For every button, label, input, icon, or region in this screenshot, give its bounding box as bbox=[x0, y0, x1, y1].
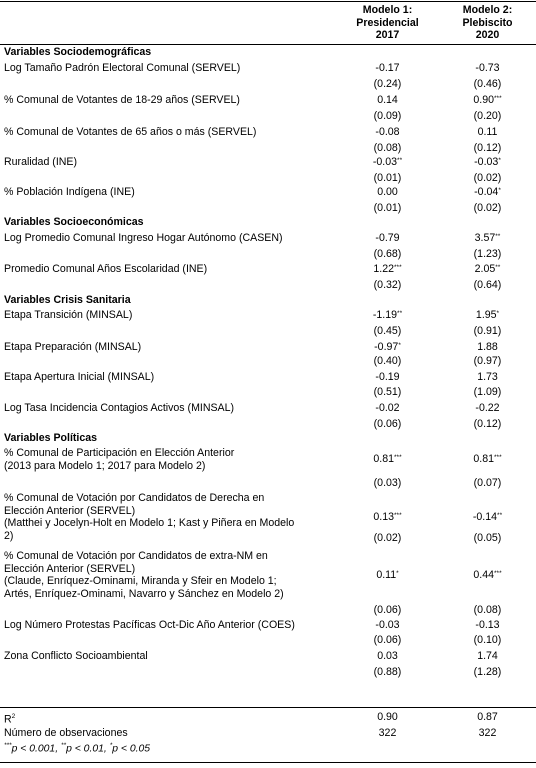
significance-footnote: ***p < 0.001, **p < 0.01, *p < 0.05 bbox=[4, 742, 151, 755]
variable-label: Log Tasa Incidencia Contagios Activos (MINSAL) bbox=[4, 402, 235, 414]
cell-value: 0.11 bbox=[376, 569, 397, 581]
cell-value: (0.09) bbox=[373, 110, 402, 122]
standard-error-model-1 bbox=[340, 634, 435, 647]
standard-error-model-2 bbox=[440, 325, 535, 338]
coefficient-model-2 bbox=[440, 186, 535, 199]
significance-stars: * bbox=[398, 342, 401, 349]
standard-error-model-1 bbox=[340, 477, 435, 490]
coefficient-model-2 bbox=[440, 341, 535, 354]
coefficient-model-1 bbox=[340, 402, 435, 415]
top-rule bbox=[0, 1, 536, 2]
coefficient-model-2 bbox=[440, 126, 535, 139]
column-header-model-1-line3: 2017 bbox=[375, 29, 400, 41]
coefficient-model-1 bbox=[340, 126, 435, 139]
coefficient-model-1 bbox=[340, 619, 435, 632]
coefficient-model-2 bbox=[440, 619, 535, 632]
significance-stars: * bbox=[396, 570, 399, 577]
coefficient-model-2 bbox=[440, 650, 535, 663]
bottom-rule bbox=[0, 762, 536, 763]
cell-value: 3.57 bbox=[474, 232, 496, 244]
cell-value: 1.95 bbox=[475, 309, 497, 321]
standard-error-model-2 bbox=[440, 532, 535, 545]
cell-value: 0.44 bbox=[473, 569, 495, 581]
cell-value: (0.02) bbox=[373, 532, 402, 544]
coefficient-model-2 bbox=[440, 94, 535, 107]
cell-value: (0.03) bbox=[373, 477, 402, 489]
coefficient-model-2 bbox=[440, 156, 535, 169]
cell-value: -0.02 bbox=[375, 402, 400, 414]
significance-stars: *** bbox=[494, 570, 502, 577]
standard-error-model-2 bbox=[440, 477, 535, 490]
variable-label: Promedio Comunal Años Escolaridad (INE) bbox=[4, 263, 208, 275]
cell-value: 2.05 bbox=[474, 263, 496, 275]
cell-value: 0.14 bbox=[377, 94, 398, 106]
standard-error-model-2 bbox=[440, 202, 535, 215]
cell-value: -0.19 bbox=[375, 371, 400, 383]
cell-value: -0.13 bbox=[475, 619, 500, 631]
cell-value: 0.90 bbox=[473, 94, 495, 106]
cell-value: (0.01) bbox=[373, 172, 402, 184]
stat-label: $R^2$ bbox=[4, 713, 16, 726]
cell-value: (0.02) bbox=[473, 172, 502, 184]
cell-value: 0.03 bbox=[377, 650, 398, 662]
variable-label: % Comunal de Votación por Candidatos de Derecha en Elección Anterior (SERVEL) (Matthei y Jocelyn-Holt en Modelo 1; Kast y Piñera en Modelo 2) bbox=[4, 492, 295, 542]
section-heading: Variables Políticas bbox=[4, 432, 98, 444]
variable-label: Log Tamaño Padrón Electoral Comunal (SERVEL) bbox=[4, 62, 241, 74]
standard-error-model-2 bbox=[440, 666, 535, 679]
significance-stars: *** bbox=[394, 264, 402, 271]
standard-error-model-2 bbox=[440, 172, 535, 185]
cell-value: (0.46) bbox=[473, 78, 502, 90]
column-header-model-2-line2: Plebiscito bbox=[462, 16, 513, 29]
cell-value: -0.08 bbox=[375, 126, 400, 138]
variable-label: Log Promedio Comunal Ingreso Hogar Autónomo (CASEN) bbox=[4, 232, 283, 244]
standard-error-model-1 bbox=[340, 110, 435, 123]
column-header-model-1 bbox=[340, 4, 435, 42]
significance-stars: *** bbox=[394, 512, 402, 519]
significance-stars: ** bbox=[397, 310, 403, 317]
cell-value: (0.06) bbox=[373, 604, 402, 616]
cell-value: -0.14 bbox=[472, 511, 498, 523]
standard-error-model-2 bbox=[440, 386, 535, 399]
cell-value: (0.88) bbox=[373, 666, 402, 678]
variable-label: % Comunal de Participación en Elección Anterior (2013 para Modelo 1; 2017 para Modelo 2) bbox=[4, 447, 235, 472]
standard-error-model-2 bbox=[440, 604, 535, 617]
significance-stars: ** bbox=[495, 233, 501, 240]
significance-stars: * bbox=[496, 310, 500, 317]
cell-value: (1.23) bbox=[473, 248, 502, 260]
coefficient-model-2 bbox=[440, 62, 535, 75]
cell-value: (0.24) bbox=[373, 78, 402, 90]
standard-error-model-1 bbox=[340, 78, 435, 91]
cell-value: -0.04 bbox=[474, 186, 499, 198]
variable-label: Log Número Protestas Pacíficas Oct-Dic Año Anterior (COES) bbox=[4, 619, 295, 631]
coefficient-model-1 bbox=[340, 650, 435, 663]
variable-label: % Comunal de Votantes de 18-29 años (SERVEL) bbox=[4, 94, 240, 106]
cell-value: (0.06) bbox=[373, 418, 402, 430]
coefficient-model-2 bbox=[440, 232, 535, 245]
stat-value-model-2: 0.87 bbox=[477, 711, 498, 723]
cell-value: 1.22 bbox=[373, 263, 395, 275]
stat-value-model-1: 322 bbox=[378, 727, 397, 739]
cell-value: (0.51) bbox=[373, 386, 402, 398]
standard-error-model-2 bbox=[440, 78, 535, 91]
cell-value: (0.91) bbox=[473, 325, 502, 337]
coefficient-model-2 bbox=[440, 263, 535, 276]
stat-value-model-2: 322 bbox=[478, 727, 497, 739]
cell-value: 1.88 bbox=[477, 341, 498, 353]
variable-label: % Población Indígena (INE) bbox=[4, 186, 135, 198]
cell-value: 0.81 bbox=[373, 453, 395, 465]
cell-value: (0.02) bbox=[473, 202, 502, 214]
variable-label: Zona Conflicto Socioambiental bbox=[4, 650, 148, 662]
column-header-model-1-line2: Presidencial bbox=[356, 16, 419, 29]
coefficient-model-2 bbox=[440, 371, 535, 384]
coefficient-model-2 bbox=[440, 569, 535, 582]
standard-error-model-1 bbox=[340, 355, 435, 368]
variable-label: Etapa Transición (MINSAL) bbox=[4, 309, 133, 321]
coefficient-model-2 bbox=[440, 453, 535, 466]
variable-label: Etapa Preparación (MINSAL) bbox=[4, 341, 142, 353]
column-header-model-1-line1: Modelo 1: bbox=[362, 4, 413, 16]
standard-error-model-1 bbox=[340, 248, 435, 261]
coefficient-model-1 bbox=[340, 232, 435, 245]
significance-stars: * bbox=[498, 157, 501, 164]
standard-error-model-2 bbox=[440, 279, 535, 292]
coefficient-model-1 bbox=[340, 371, 435, 384]
column-header-model-2-line3: 2020 bbox=[475, 29, 500, 41]
cell-value: -0.97 bbox=[374, 341, 399, 353]
cell-value: 0.00 bbox=[377, 186, 398, 198]
cell-value: -0.22 bbox=[475, 402, 500, 414]
standard-error-model-2 bbox=[440, 634, 535, 647]
coefficient-model-1 bbox=[340, 341, 435, 354]
cell-value: (0.32) bbox=[373, 279, 402, 291]
coefficient-model-1 bbox=[340, 156, 435, 169]
standard-error-model-1 bbox=[340, 325, 435, 338]
coefficient-model-1 bbox=[340, 511, 435, 524]
standard-error-model-2 bbox=[440, 418, 535, 431]
cell-value: (0.08) bbox=[373, 142, 402, 154]
cell-value: 1.73 bbox=[477, 371, 498, 383]
cell-value: (0.20) bbox=[473, 110, 502, 122]
significance-stars: * bbox=[498, 187, 501, 194]
cell-value: 0.81 bbox=[473, 453, 495, 465]
cell-value: (0.97) bbox=[473, 355, 502, 367]
variable-label: % Comunal de Votación por Candidatos de extra-NM en Elección Anterior (SERVEL) (Claude, Enríquez-Ominami, Miranda y Sfeir en Modelo 1; Artés, Enríquez-Ominami, Navarro y Sánchez en Modelo 2) bbox=[4, 550, 284, 600]
coefficient-model-1 bbox=[340, 186, 435, 199]
stat-value-model-1: 0.90 bbox=[377, 711, 398, 723]
cell-value: (1.28) bbox=[473, 666, 502, 678]
section-heading: Variables Crisis Sanitaria bbox=[4, 294, 131, 306]
variable-label: % Comunal de Votantes de 65 años o más (SERVEL) bbox=[4, 126, 257, 138]
cell-value: (0.07) bbox=[473, 477, 502, 489]
standard-error-model-1 bbox=[340, 532, 435, 545]
cell-value: (0.10) bbox=[473, 634, 502, 646]
coefficient-model-1 bbox=[340, 569, 435, 582]
header-rule bbox=[0, 44, 536, 45]
significance-stars: ** bbox=[397, 157, 403, 164]
cell-value: 0.13 bbox=[373, 511, 395, 523]
standard-error-model-1 bbox=[340, 604, 435, 617]
cell-value: (0.06) bbox=[373, 634, 402, 646]
column-header-model-2-line1: Modelo 2: bbox=[462, 4, 513, 16]
cell-value: 1.74 bbox=[477, 650, 498, 662]
coefficient-model-1 bbox=[340, 263, 435, 276]
standard-error-model-2 bbox=[440, 110, 535, 123]
coefficient-model-2 bbox=[440, 309, 535, 322]
significance-stars: *** bbox=[394, 454, 402, 461]
cell-value: -0.03 bbox=[375, 619, 400, 631]
variable-label: Ruralidad (INE) bbox=[4, 156, 78, 168]
cell-value: -0.17 bbox=[375, 62, 400, 74]
coefficient-model-1 bbox=[340, 309, 435, 322]
significance-stars: *** bbox=[494, 454, 502, 461]
coefficient-model-2 bbox=[440, 511, 535, 524]
cell-value: (0.45) bbox=[373, 325, 402, 337]
cell-value: -0.03 bbox=[474, 156, 499, 168]
significance-stars: *** bbox=[494, 95, 502, 102]
cell-value: 0.11 bbox=[477, 126, 498, 138]
cell-value: -0.79 bbox=[375, 232, 400, 244]
cell-value: (0.01) bbox=[373, 202, 402, 214]
standard-error-model-1 bbox=[340, 418, 435, 431]
section-heading: Variables Socioeconómicas bbox=[4, 216, 144, 228]
significance-stars: ** bbox=[495, 264, 501, 271]
cell-value: -0.03 bbox=[372, 156, 398, 168]
coefficient-model-1 bbox=[340, 94, 435, 107]
stat-label: Número de observaciones bbox=[4, 727, 128, 739]
standard-error-model-2 bbox=[440, 355, 535, 368]
standard-error-model-2 bbox=[440, 142, 535, 155]
cell-value: (0.40) bbox=[373, 355, 402, 367]
stats-rule bbox=[0, 707, 536, 708]
section-heading: Variables Sociodemográficas bbox=[4, 46, 152, 58]
standard-error-model-1 bbox=[340, 172, 435, 185]
standard-error-model-1 bbox=[340, 202, 435, 215]
column-header-model-2 bbox=[440, 4, 535, 42]
cell-value: (1.09) bbox=[473, 386, 502, 398]
cell-value: (0.12) bbox=[473, 142, 502, 154]
standard-error-model-1 bbox=[340, 666, 435, 679]
standard-error-model-1 bbox=[340, 279, 435, 292]
variable-label: Etapa Apertura Inicial (MINSAL) bbox=[4, 371, 155, 383]
standard-error-model-1 bbox=[340, 142, 435, 155]
standard-error-model-2 bbox=[440, 248, 535, 261]
cell-value: (0.68) bbox=[373, 248, 402, 260]
coefficient-model-2 bbox=[440, 402, 535, 415]
cell-value: (0.08) bbox=[473, 604, 502, 616]
standard-error-model-1 bbox=[340, 386, 435, 399]
significance-stars: ** bbox=[497, 512, 503, 519]
coefficient-model-1 bbox=[340, 62, 435, 75]
cell-value: (0.12) bbox=[473, 418, 502, 430]
cell-value: (0.05) bbox=[473, 532, 502, 544]
coefficient-model-1 bbox=[340, 453, 435, 466]
cell-value: -0.73 bbox=[475, 62, 500, 74]
cell-value: (0.64) bbox=[473, 279, 502, 291]
cell-value: -1.19 bbox=[372, 309, 398, 321]
